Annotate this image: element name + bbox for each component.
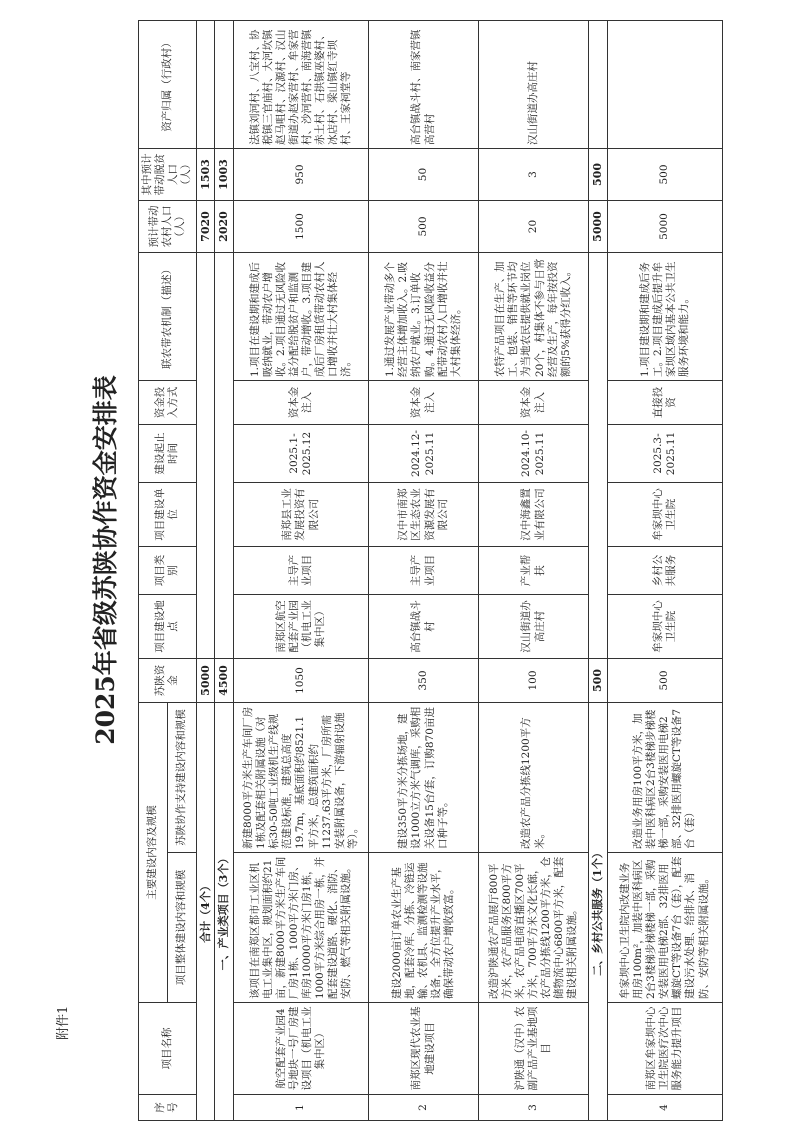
row-method: 资本金注入 xyxy=(369,381,479,425)
header-suxie: 苏陕协作支持建设内容和规模 xyxy=(167,703,196,853)
total-pop: 7020 xyxy=(196,201,215,253)
row-fund: 100 xyxy=(479,659,589,703)
row-category: 主导产业项目 xyxy=(369,547,479,595)
row-owner: 高台镇战斗村、南家营镇高营村 xyxy=(369,21,479,149)
page-title: 2025年省级苏陕协作资金安排表 xyxy=(91,375,120,745)
header-unit: 项目建设单位 xyxy=(139,483,197,547)
header-fund: 苏陕资金 xyxy=(139,659,197,703)
row-method: 资本金注入 xyxy=(234,381,369,425)
row-seq: 3 xyxy=(479,1095,589,1121)
row-pop: 5000 xyxy=(607,201,722,253)
row-location: 南郑区航空配套产业园（机电工业集中区） xyxy=(234,595,369,659)
table-row xyxy=(234,21,369,1121)
section-poor: 1003 xyxy=(215,149,234,201)
row-pop: 1500 xyxy=(234,201,369,253)
section-fund: 500 xyxy=(589,659,608,703)
table-row xyxy=(479,21,589,1121)
row-overall: 改造沪陕通农产品展厅800平方米，农产品服务区800平方米，农产品电商直播区700平方米，700平方米文化长廊，农产品分拣线1200平方米，仓储物流中心6800平方米，配套建设相关附属设施。 xyxy=(479,853,589,1003)
row-name: 南郑区牟家坝中心卫生院医疗次中心服务能力提升项目 xyxy=(607,1003,722,1095)
section-row xyxy=(589,21,608,1121)
header-overall: 项目整体建设内容和规模 xyxy=(167,853,196,1003)
rotated-table-area xyxy=(138,0,791,1121)
row-unit: 汉中海鑫置业有限公司 xyxy=(479,483,589,547)
row-suxie: 建设350平方米分拣场地，建设1000立方米气调库，采购相关设备15台/套，订购870亩进口种子等。 xyxy=(369,703,479,853)
row-location: 牟家坝中心卫生院 xyxy=(607,595,722,659)
total-label: 合计（4个） xyxy=(196,703,215,1121)
header-period: 建设起止时间 xyxy=(139,425,197,483)
row-pop: 20 xyxy=(479,201,589,253)
row-owner: 法镇刘河村、八宝村、协税镇三官庙村、大河坎镇赵马咀村、汉源村、汉山街道办赵家营村、牟家营村、沙河营村、南海营镇赤土村、石拱镇巫婆村、冰店村、梁山镇红寺坝村、王家祠堂等 xyxy=(234,21,369,149)
row-category: 乡村公共服务 xyxy=(607,547,722,595)
header-row-1 xyxy=(139,21,168,1121)
header-poor: 其中预计带动脱贫人口（人） xyxy=(139,149,197,201)
row-mechanism: 农特产品项目在生产、加工、包装、销售等环节均为当地农民提供就业岗位20个，村集体不参与日常经营及生产，每年按投资额的5%获得分红收入。 xyxy=(479,253,589,381)
section-pop: 2020 xyxy=(215,201,234,253)
row-location: 汉山街道办高庄村 xyxy=(479,595,589,659)
header-name: 项目名称 xyxy=(139,1003,197,1095)
row-pop: 500 xyxy=(369,201,479,253)
row-poor: 3 xyxy=(479,149,589,201)
row-unit: 汉中市南郑区生态农业资源发展有限公司 xyxy=(369,483,479,547)
row-poor: 950 xyxy=(234,149,369,201)
row-period: 2025.3-2025.11 xyxy=(607,425,722,483)
header-location: 项目建设地点 xyxy=(139,595,197,659)
row-fund: 1050 xyxy=(234,659,369,703)
row-period: 2025.1-2025.12 xyxy=(234,425,369,483)
row-category: 产业帮扶 xyxy=(479,547,589,595)
row-fund: 500 xyxy=(607,659,722,703)
total-fund: 5000 xyxy=(196,659,215,703)
row-name: 南郑区现代农业基地建设项目 xyxy=(369,1003,479,1095)
row-overall: 建设2000亩订单农业生产基地，配套冷库、分拣、冷链运输、农机具、监测检测等设施设备，全方位提升产业水平，确保带动农户增收致富。 xyxy=(369,853,479,1003)
row-period: 2024.12-2025.11 xyxy=(369,425,479,483)
row-poor: 50 xyxy=(369,149,479,201)
row-name: 沪陕通（汉中）农副产品产业基地项目 xyxy=(479,1003,589,1095)
row-overall: 该项目在南郑区都市工业区机电工业集中区，规划面积约21亩，新建8000平方米生产车间厂房1栋、1000平方米门房、库房10000平方米门房1栋，1000平方米综合用房一栋，并配套建设道路、硬化、消防、安防、燃气等相关附属设施。 xyxy=(234,853,369,1003)
row-name: 航空配套产业园4号地块一号厂房建设项目（机电工业集中区） xyxy=(234,1003,369,1095)
row-location: 高台镇战斗村 xyxy=(369,595,479,659)
funding-table xyxy=(138,20,723,1121)
section-pop: 5000 xyxy=(589,201,608,253)
row-mechanism: 1.项目建设期和建成后务工。2.项目建成后提升牟家坝区域内基本公共卫生服务环境和能力。 xyxy=(607,253,722,381)
row-mechanism: 1.项目在建设期和建成后吸纳就业，带动农户增收。2.项目通过无风险收益分配给脱贫户和监测户，带动增收。3.项目建成后厂房租赁带动农村人口增收并壮大村集体经济。 xyxy=(234,253,369,381)
row-suxie: 新建8000平方米生产车间厂房1栋及配套相关附属设施（对标30-50吨工业级机生产线规范建设标准，建筑总高度19.7m，基底面积约8521.1平方米，总建筑面积约11237.63平方米，厂房所需安装附属设备，下游辐射设施等）。 xyxy=(234,703,369,853)
header-pop: 预计带动农村人口（人） xyxy=(139,201,197,253)
row-suxie: 改造农产品分拣线1200平方米。 xyxy=(479,703,589,853)
row-unit: 牟家坝中心卫生院 xyxy=(607,483,722,547)
row-seq: 4 xyxy=(607,1095,722,1121)
header-owner: 资产归属（行政村） xyxy=(139,21,197,149)
header-seq: 序号 xyxy=(139,1095,197,1121)
row-period: 2024.10-2025.11 xyxy=(479,425,589,483)
row-method: 资本金注入 xyxy=(479,381,589,425)
row-owner: 汉山街道办高庄村 xyxy=(479,21,589,149)
header-category: 项目类别 xyxy=(139,547,197,595)
section-poor: 500 xyxy=(589,149,608,201)
row-overall: 牟家坝中心卫生院内改建业务用房100m²，加装中医科病区2台3楼梯步梯楼梯一部，采购安装医用电梯2部、32排医用螺旋CT等设备7台（套），配套建设污水处理、给排水、消防、安防等相关附属设施。 xyxy=(607,853,722,1003)
total-poor: 1503 xyxy=(196,149,215,201)
attachment-label: 附件1 xyxy=(56,1005,71,1040)
row-suxie: 改造业务用房100平方米，加装中医科病区2台3楼梯步梯楼梯一部，采购安装医用电梯2部、32排医用螺旋CT等设备7台（套） xyxy=(607,703,722,853)
row-unit: 南郑县工业发展投资有限公司 xyxy=(234,483,369,547)
total-row xyxy=(196,21,215,1121)
section-label: 一、产业类项目（3个） xyxy=(215,703,234,1121)
header-mechanism: 联农带农机制（描述） xyxy=(139,253,197,381)
section-label: 二、乡村公共服务（1个） xyxy=(589,703,608,1121)
row-fund: 350 xyxy=(369,659,479,703)
row-owner xyxy=(607,21,722,149)
table-row xyxy=(369,21,479,1121)
row-mechanism: 1.通过发展产业带动多个经营主体增加收入。2.吸纳农户就业。3.订单收购。4.通过无风险收益分配带动农村人口增收并壮大村集体经济。 xyxy=(369,253,479,381)
row-seq: 2 xyxy=(369,1095,479,1121)
row-seq: 1 xyxy=(234,1095,369,1121)
row-category: 主导产业项目 xyxy=(234,547,369,595)
row-method: 直接投资 xyxy=(607,381,722,425)
section-row xyxy=(215,21,234,1121)
row-poor: 500 xyxy=(607,149,722,201)
header-method: 资金投入方式 xyxy=(139,381,197,425)
table-row xyxy=(607,21,722,1121)
header-content-group: 主要建设内容及规模 xyxy=(139,703,168,1003)
section-fund: 4500 xyxy=(215,659,234,703)
